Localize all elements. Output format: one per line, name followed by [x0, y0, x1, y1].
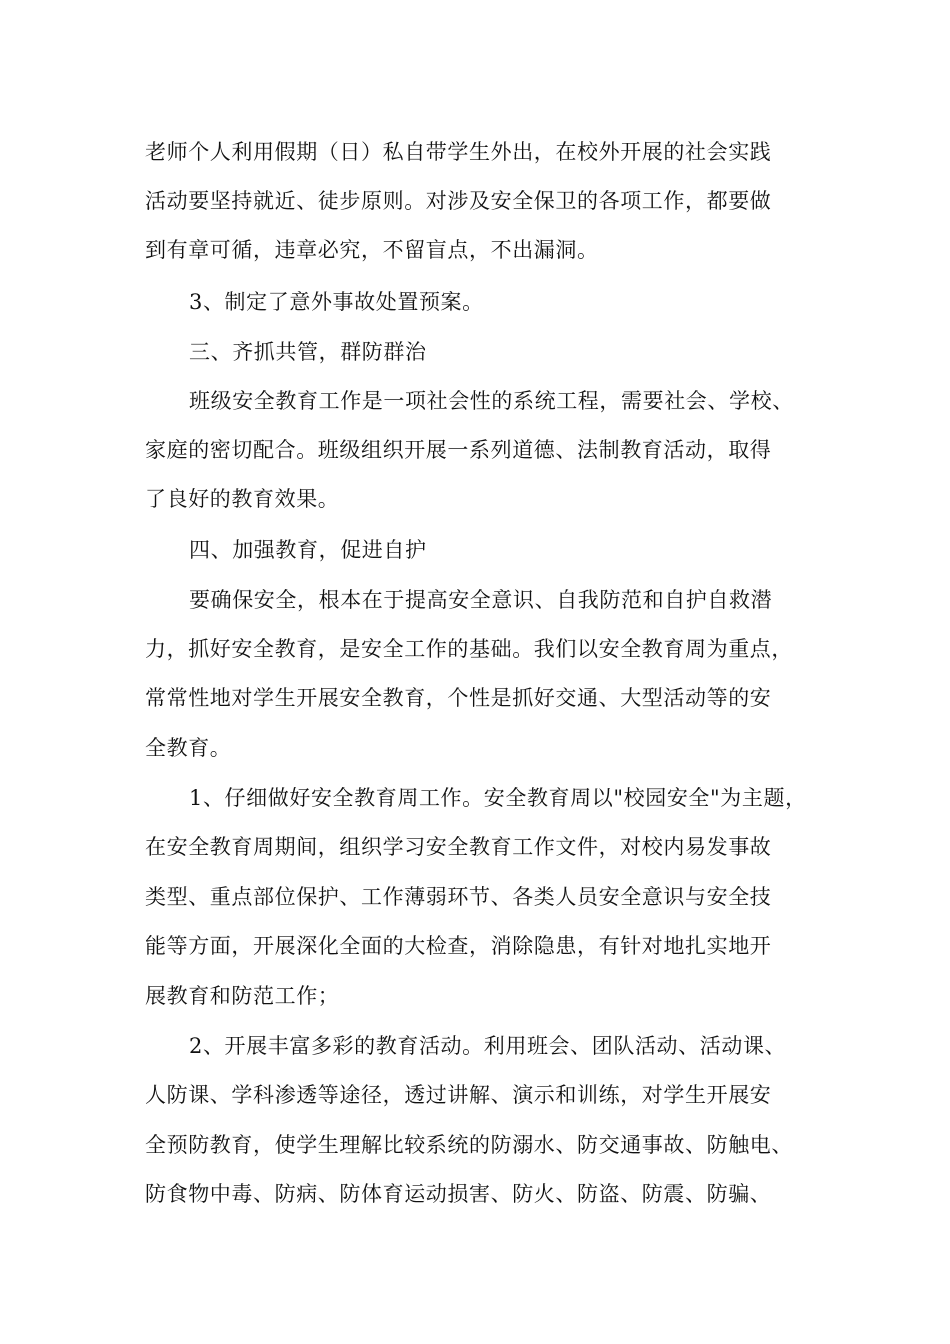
text-line: 力，抓好安全教育，是安全工作的基础。我们以安全教育周为重点，	[145, 637, 793, 661]
text-line: 全预防教育，使学生理解比较系统的防溺水、防交通事故、防触电、	[145, 1133, 793, 1157]
text-line: 家庭的密切配合。班级组织开展一系列道德、法制教育活动，取得	[145, 438, 772, 462]
text-line: 防食物中毒、防病、防体育运动损害、防火、防盗、防震、防骗、	[145, 1182, 772, 1206]
text-line: 了良好的教育效果。	[145, 487, 340, 511]
paragraph-start: 1、仔细做好安全教育周工作。安全教育周以"校园安全"为主题，	[189, 786, 807, 810]
text-line: 能等方面，开展深化全面的大检查，消除隐患，有针对地扎实地开	[145, 934, 772, 958]
text-line: 在安全教育周期间，组织学习安全教育工作文件，对校内易发事故	[145, 835, 772, 859]
text-line: 展教育和防范工作；	[145, 984, 340, 1008]
text-line: 老师个人利用假期（日）私自带学生外出，在校外开展的社会实践	[145, 140, 772, 164]
text-line: 活动要坚持就近、徒步原则。对涉及安全保卫的各项工作，都要做	[145, 189, 772, 213]
paragraph-start: 要确保安全，根本在于提高安全意识、自我防范和自护自救潜	[189, 588, 773, 612]
section-heading: 四、加强教育，促进自护	[189, 538, 427, 562]
text-line: 类型、重点部位保护、工作薄弱环节、各类人员安全意识与安全技	[145, 885, 772, 909]
text-line: 全教育。	[145, 736, 232, 760]
paragraph-start: 2、开展丰富多彩的教育活动。利用班会、团队活动、活动课、	[189, 1034, 787, 1058]
paragraph-start: 班级安全教育工作是一项社会性的系统工程，需要社会、学校、	[189, 389, 794, 413]
text-line: 常常性地对学生开展安全教育，个性是抓好交通、大型活动等的安	[145, 686, 772, 710]
list-item-heading: 3、制定了意外事故处置预案。	[189, 290, 484, 314]
text-line: 人防课、学科渗透等途径，透过讲解、演示和训练，对学生开展安	[145, 1083, 772, 1107]
section-heading: 三、齐抓共管，群防群治	[189, 340, 427, 364]
text-line: 到有章可循，违章必究，不留盲点，不出漏洞。	[145, 238, 599, 262]
